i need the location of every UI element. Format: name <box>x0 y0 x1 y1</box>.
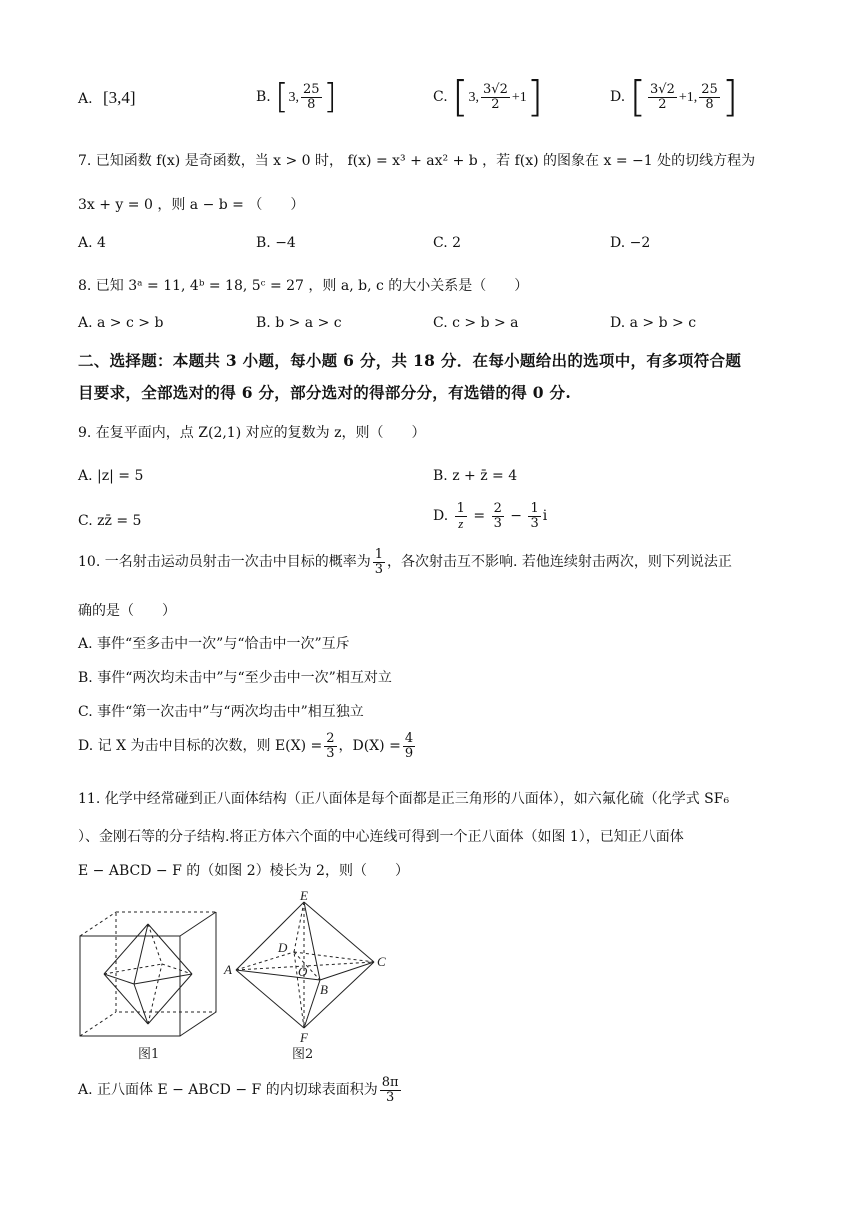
q6-option-a <box>78 88 136 108</box>
q6-c-label: C. <box>433 89 448 105</box>
q9-d-frac2 <box>492 502 504 530</box>
q10-d-num2: 4 <box>404 731 414 746</box>
q10-d-frac1 <box>324 732 336 760</box>
q11-a-den: 3 <box>385 1089 395 1105</box>
q6-option-c <box>433 72 544 121</box>
q10-d-num1: 2 <box>326 731 335 746</box>
q10-d-pre: D. 记 X 为击中目标的次数，则 E(X) = <box>78 738 323 755</box>
q8-option-c: C. c > b > a <box>433 315 519 331</box>
q10-d-frac2 <box>403 732 415 760</box>
q8-option-b: B. b > a > c <box>256 315 342 331</box>
q6-a-label: A. <box>78 91 93 107</box>
q7-stem-line1: 7. 已知函数 f(x) 是奇函数，当 x > 0 时， f(x) = x³ + ax² + b ，若 f(x) 的图象在 x = −1 处的切线方程为 <box>78 153 756 169</box>
q6-d-bracket-left: [ <box>629 72 647 121</box>
q6-c-right: +1 <box>511 90 527 105</box>
q9-d-den1: z <box>458 515 464 531</box>
q7-option-b: B. −4 <box>256 235 296 251</box>
q6-d-den1: 2 <box>658 96 667 112</box>
q10-stem-pre: 10. 一名射击运动员射击一次击中目标的概率为 <box>78 554 371 571</box>
q6-d-num1: 3√2 <box>650 81 675 97</box>
q8-option-d: D. a > b > c <box>610 315 697 331</box>
q9-d-num2: 2 <box>493 501 502 516</box>
q11-stem-line1: 11. 化学中经常碰到正八面体结构（正八面体是每个面都是正三角形的八面体），如六氟化硫（化学式 SF₆ <box>78 791 730 807</box>
q6-c-bracket-left: [ <box>452 72 469 121</box>
vertex-label-e: E <box>300 890 308 903</box>
q9-d-label: D. <box>433 508 449 525</box>
q9-d-den2: 3 <box>493 515 502 531</box>
q7-option-d: D. −2 <box>610 235 651 251</box>
figure1-cube-octahedron <box>76 908 226 1063</box>
q6-c-bracket-right: ] <box>526 72 544 121</box>
q6-d-bracket-right: ] <box>721 72 739 121</box>
q6-b-left: 3, <box>288 90 299 105</box>
q6-d-label: D. <box>610 89 626 105</box>
q6-b-num: 25 <box>302 81 320 97</box>
q9-d-frac1 <box>455 502 467 530</box>
q9-option-d <box>433 502 547 530</box>
q6-b-bracket-left: [ <box>275 77 289 117</box>
q6-d-frac2 <box>699 83 720 111</box>
q6-a-value: [3,4] <box>103 88 136 107</box>
section2-heading-line2: 目要求，全部选对的得 6 分，部分选对的得部分分，有选错的得 0 分. <box>78 383 572 402</box>
q10-option-b: B. 事件“两次均未击中”与“至少击中一次”相互对立 <box>78 670 392 686</box>
cube-back-face <box>116 912 216 1012</box>
figure1-caption: 图1 <box>138 1047 160 1062</box>
q11-stem-line2: ）、金刚石等的分子结构.将正方体六个面的中心连线可得到一个正八面体（如图 1），已知正八面体 <box>78 829 684 845</box>
q6-c-num: 3√2 <box>483 81 508 97</box>
q10-prob-den: 3 <box>374 561 383 577</box>
cube-front-face <box>80 936 180 1036</box>
q6-option-b <box>256 77 337 117</box>
q6-c-den: 2 <box>491 96 500 112</box>
q6-d-frac1 <box>648 83 677 111</box>
q9-d-minus: − <box>510 508 523 525</box>
figure2-octahedron <box>222 890 394 1062</box>
q9-d-den3: 3 <box>530 515 539 531</box>
q10-option-c: C. 事件“第一次击中”与“两次均击中”相互独立 <box>78 704 364 720</box>
q10-d-den2: 9 <box>404 745 414 761</box>
q9-option-b: B. z + z̄ = 4 <box>433 468 518 484</box>
q9-d-eq: = <box>473 508 486 525</box>
q6-d-mid: +1, <box>678 90 698 105</box>
q10-stem-line1 <box>78 548 732 576</box>
q10-option-a: A. 事件“至多击中一次”与“恰击中一次”互斥 <box>78 636 350 652</box>
q6-d-num2: 25 <box>701 81 718 97</box>
vertex-label-a: A <box>224 962 232 977</box>
q11-stem-line3: E − ABCD − F 的（如图 2）棱长为 2，则（ ） <box>78 863 409 879</box>
q10-option-d <box>78 732 417 760</box>
q9-d-frac3 <box>528 502 540 530</box>
q6-b-label: B. <box>256 89 271 105</box>
q11-option-a <box>78 1076 403 1104</box>
q9-option-a: A. |z| = 5 <box>78 468 144 484</box>
q10-d-mid: ，D(X) = <box>338 738 401 755</box>
q6-b-bracket-right: ] <box>323 77 337 117</box>
q8-stem: 8. 已知 3ᵃ = 11, 4ᵇ = 18, 5ᶜ = 27 ，则 a, b, c 的大小关系是（ ） <box>78 278 529 294</box>
q6-option-d <box>610 72 739 121</box>
q7-option-c: C. 2 <box>433 235 462 251</box>
q10-prob-frac <box>373 548 385 576</box>
q11-a-frac <box>380 1076 401 1104</box>
section2-heading-line1: 二、选择题：本题共 3 小题，每小题 6 分，共 18 分．在每小题给出的选项中，有多项符合题 <box>78 351 742 370</box>
q6-b-frac <box>301 83 322 111</box>
q6-b-den: 8 <box>307 96 316 112</box>
vertex-label-o: O <box>298 964 308 979</box>
q11-a-num: 8π <box>381 1075 399 1090</box>
q9-d-num1: 1 <box>456 501 465 516</box>
q10-stem-line2: 确的是（ ） <box>78 603 176 619</box>
q7-option-a: A. 4 <box>78 235 106 251</box>
q6-c-left: 3, <box>468 90 480 105</box>
vertex-label-b: B <box>320 982 328 997</box>
q10-prob-num: 1 <box>374 547 383 562</box>
vertex-label-d: D <box>278 940 288 955</box>
q9-option-c: C. zz̄ = 5 <box>78 513 142 529</box>
q6-d-den2: 8 <box>705 96 714 112</box>
q9-d-num3: 1 <box>530 501 539 516</box>
q9-d-i: i <box>542 508 548 525</box>
q10-stem-post: ，各次射击互不影响. 若他连续射击两次，则下列说法正 <box>387 554 732 571</box>
q8-option-a: A. a > c > b <box>78 315 164 331</box>
q7-stem-line2: 3x + y = 0 ，则 a − b = （ ） <box>78 197 305 213</box>
q6-c-frac <box>481 83 510 111</box>
vertex-label-f: F <box>300 1030 308 1045</box>
figure2-caption: 图2 <box>292 1047 314 1062</box>
vertex-label-c: C <box>377 954 386 969</box>
q10-d-den1: 3 <box>326 745 335 761</box>
q9-stem: 9. 在复平面内，点 Z(2,1) 对应的复数为 z，则（ ） <box>78 425 426 441</box>
q11-a-pre: A. 正八面体 E − ABCD − F 的内切球表面积为 <box>78 1082 378 1099</box>
